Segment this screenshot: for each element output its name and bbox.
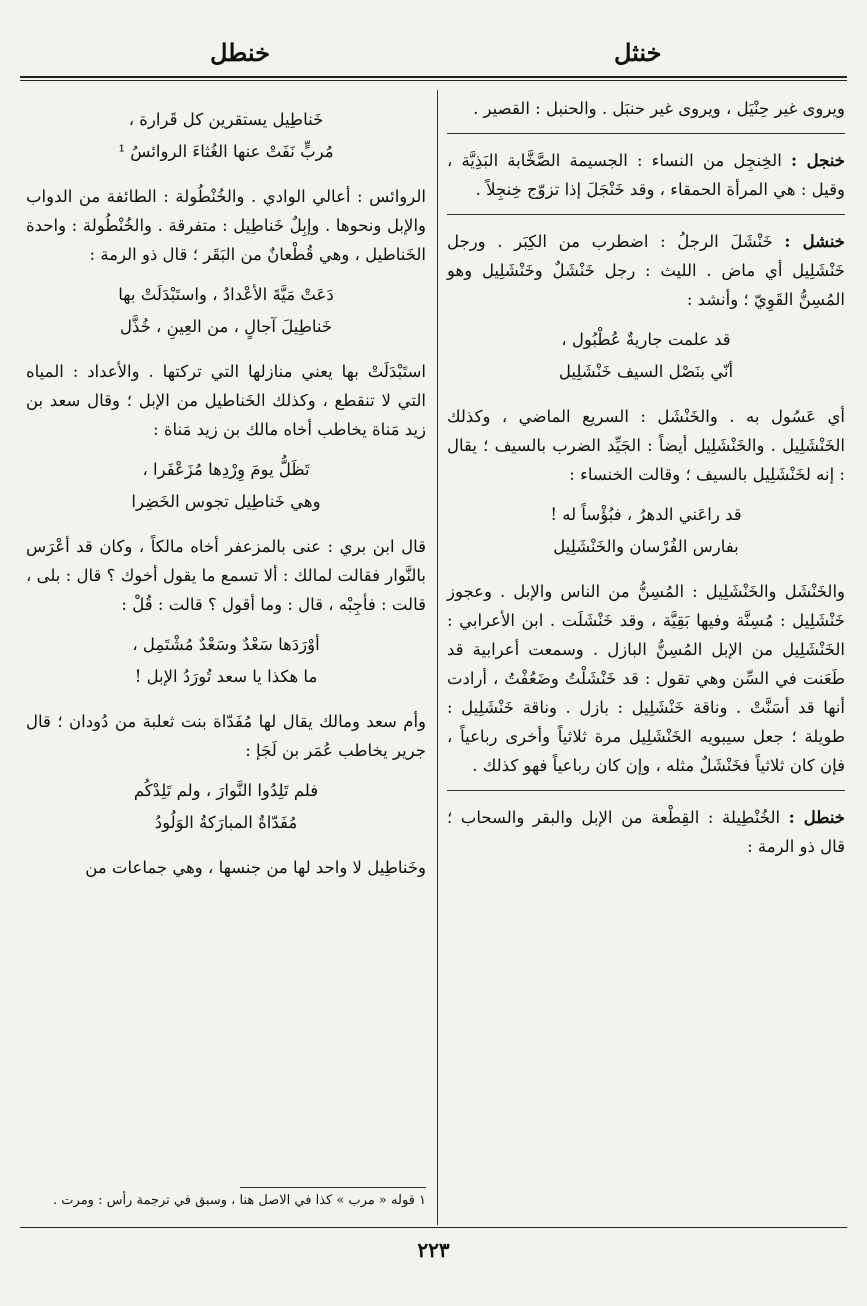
verse-line: مُفَدّاةُ المبارَكةُ الوَلُودُ [154, 813, 298, 832]
verse-line: خَناطِيل يستقرين كل قَرارة ، [128, 110, 324, 129]
footnote: ١ قوله « مرب » كذا في الاصل هنا ، وسبق في ترجمة رأس : ومرت . [53, 1193, 426, 1208]
entry-separator [447, 133, 845, 134]
entry-headword: خنطل : [788, 808, 845, 827]
entry-khanjal [447, 146, 845, 204]
verse [26, 279, 426, 343]
verse-line: أوْرَدَها سَعْدٌ وسَعْدٌ مُشْتَمِل ، [132, 635, 320, 654]
paragraph: وأم سعد ومالك يقال لها مُفَدّاة بنت ثعلبة من دُودان ؛ قال جرير يخاطب عُمَر بن لَجَإ : [26, 712, 426, 760]
entry-separator [447, 790, 845, 791]
right-column [447, 94, 845, 867]
paragraph: وخَناطِيل لا واحد لها من جنسها ، وهي جماعات من [85, 858, 426, 877]
entry-text: خَنْشَلَ الرجلُ : اضطرب من الكِبَر . ورجل خَنْشَلِيل أي ماض . الليث : رجل خَنْشَلٌ وخَنْشَلِيل وهو المُسِنُّ القَوِيّ ؛ وأنشد : [447, 232, 845, 309]
verse-line: أنّي بنَصْل السيف خَنْشَلِيل [558, 362, 734, 381]
verse-line: دَعَتْ مَيَّةَ الأعْدادُ ، واستَبْدَلَتْ بها [118, 285, 334, 304]
page-number: ٢٢٣ [417, 1238, 450, 1262]
entry-headword: خنجل : [790, 151, 845, 170]
verse-line: قد راعَني الدهرُ ، فبُؤْساً له ! [550, 505, 742, 524]
verse [26, 104, 426, 168]
footer-rule [20, 1227, 847, 1228]
verse [26, 629, 426, 693]
verse [447, 324, 845, 388]
entry-khanshal [447, 227, 845, 314]
entry-separator [447, 214, 845, 215]
entry-headword: خنشل : [784, 232, 846, 251]
entry-khantal [447, 803, 845, 861]
verse-line: وهي خَناطِيل تجوس الخَضِرا [131, 492, 321, 511]
verse-line: مُربٍّ نَفَتْ عنها الغُثاءَ الروائسُ ¹ [118, 142, 334, 161]
running-header-right: خنثل [614, 38, 662, 67]
column-divider [437, 90, 438, 1225]
verse [26, 454, 426, 518]
verse-line: بفارس الفُرْسان والخَنْشَلِيل [553, 537, 739, 556]
paragraph: الروائس : أعالي الوادي . والخُنْطُولة : الطائفة من الدواب والإبل ونحوها . وإبِلٌ خَناطِيل : متفرقة . والخُنْطُولة : واحدة الخَناطيل ، وهي قُطْعانٌ من البَقَر ؛ قال ذو الرمة : [26, 187, 426, 264]
footnote-rule [240, 1187, 426, 1188]
paragraph: أي عَسُول به . والخَنْشَل : السريع الماضي ، وكذلك الخَنْشَلِيل . والخَنْشَلِيل أيضاً : الجَيِّد الضرب بالسيف ؛ يقال : إنه لخَنْشَلِيل بالسيف ؛ وقالت الخنساء : [447, 407, 845, 484]
verse-line: ما هكذا يا سعد تُورَدُ الإبل ! [134, 667, 318, 686]
entry-text: الخِنجِل من النساء : الجسيمة الصَّخَّابة البَذِيَّة ، وقيل : هي المرأة الحمقاء ، وقد خَنْجَلَ إذا تزوّج خِنجِلاً . [447, 151, 845, 199]
running-header-left: خنطل [210, 38, 270, 67]
paragraph: والخَنْشَل والخَنْشَلِيل : المُسِنُّ من الناس والإبل . وعجوز خَنْشَلِيل : مُسِنَّة وفيها بَقِيَّة ، وقد خَنْشَلَت . ابن الأعرابي : الخَنْشَلِيل من الإبل المُسِنُّ البازل . وسمعت أعرابية قد طَعَنت في السِّن وهي تقول : قد خَنْشَلْتُ وضَعُفْتُ ، أرادت أنها قد أسَنَّتْ . وناقة خَنْشَلِيل : بازل . وناقة خَنْشَلِيل : طويلة ؛ جعل سيبويه الخَنْشَلِيل مرة ثلاثياً وأخرى رباعياً ، فإن كان ثلاثياً فخَنْشَلٌ مثله ، وإن كان رباعياً فهو كذلك . [447, 582, 845, 775]
verse-line: قد علمت جاريةٌ عُطْبُول ، [561, 330, 731, 349]
verse-line: تَظَلُّ يومَ وِرْدِها مُزَعْفَرا ، [142, 460, 310, 479]
left-column [26, 94, 426, 888]
paragraph: استَبْدَلَتْ بها يعني منازلها التي تركتها . والأعداد : المياه التي لا تنقطع ، وكذلك الخَناطيل من الإبل ؛ وقال سعد بن زيد مَناة يخاطب أخاه مالك بن زيد مَناة : [26, 362, 426, 439]
verse-line: خَناطِيلَ آجالٍ ، من العِينِ ، خُذَّل [119, 317, 333, 336]
header-rule-thin [20, 80, 847, 81]
paragraph: قال ابن بري : عنى بالمزعفر أخاه مالكاً ، وكان قد أعْرَس بالنَّوار فقالت لمالك : ألا تسمع ما يقول أخوك ؟ قال : بلى ، قالت : فأجِبْه ، قال : وما أقول ؟ قالت : قُلْ : [26, 537, 426, 614]
verse [26, 775, 426, 839]
verse-line: فلم تَلِدُوا النَّوارَ ، ولم تَلِدْكُم [133, 781, 319, 800]
paragraph: ويروى غير حِنْيَل ، ويروى غير حنبَل . والحنبل : القصير . [473, 99, 845, 118]
verse [447, 499, 845, 563]
header-rule [20, 76, 847, 78]
entry-text: الخُنْطِيلة : القِطْعة من الإبل والبقر والسحاب ؛ قال ذو الرمة : [447, 808, 845, 856]
